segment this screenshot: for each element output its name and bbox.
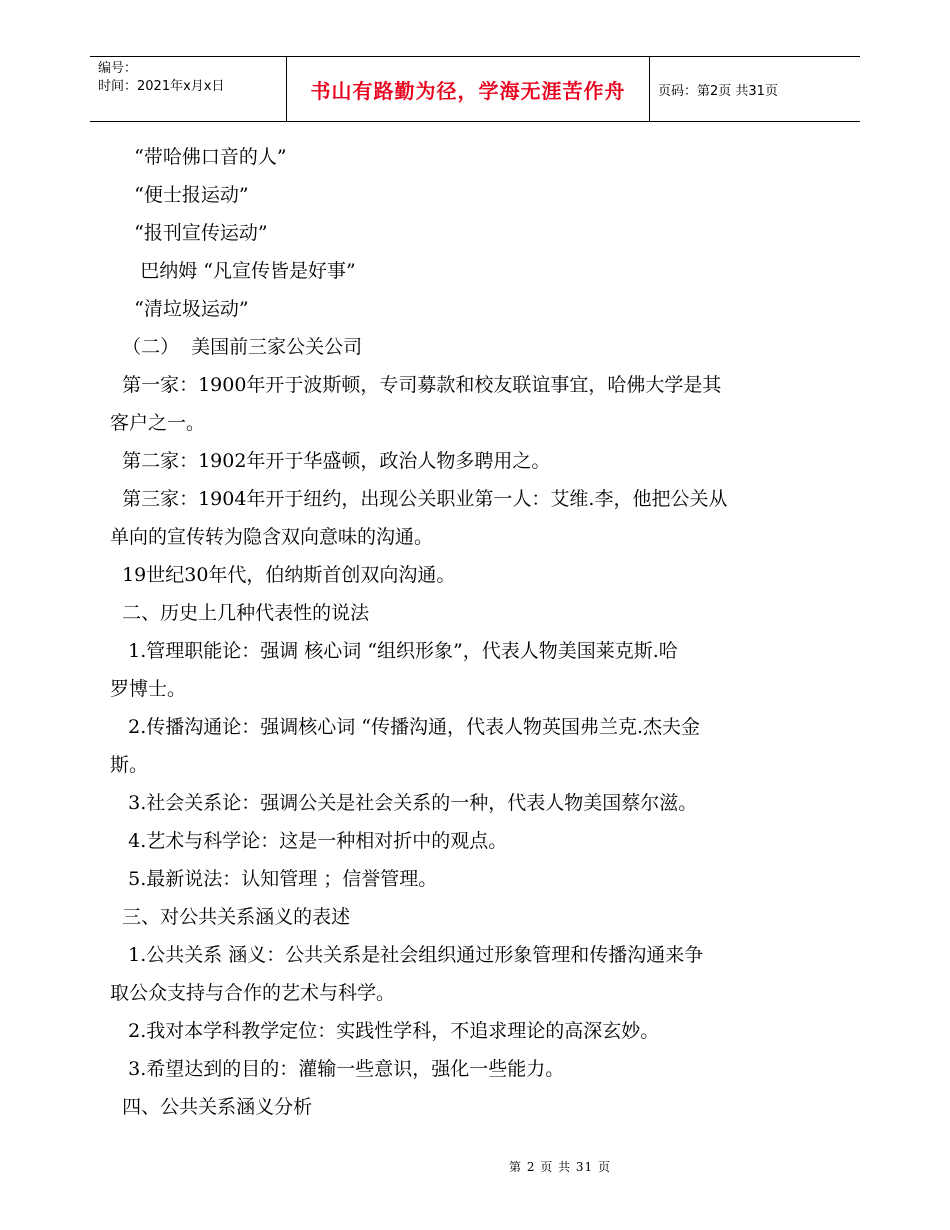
text-line: 5.最新说法：认知管理 ；信誉管理。 [110, 868, 438, 890]
text-line: 3.希望达到的目的：灌输一些意识，强化一些能力。 [110, 1058, 565, 1080]
text-line: 2.传播沟通论：强调核心词 “传播沟通，代表人物英国弗兰克.杰夫金 [110, 716, 701, 738]
text-line: 第一家：1900年开于波斯顿，专司募款和校友联谊事宜，哈佛大学是其 [110, 374, 722, 396]
text-line: 巴纳姆 “凡宣传皆是好事” [110, 260, 356, 282]
text-line: “带哈佛口音的人” [110, 146, 287, 168]
text-line: “便士报运动” [110, 184, 249, 206]
text-line: （二） 美国前三家公关公司 [110, 336, 363, 358]
text-line: 第二家：1902年开于华盛顿，政治人物多聘用之。 [110, 450, 551, 472]
text-line: 取公众支持与合作的艺术与科学。 [110, 982, 396, 1004]
text-line: 19世纪30年代，伯纳斯首创双向沟通。 [110, 564, 456, 586]
doc-number-label: 编号： [98, 61, 138, 76]
text-line: 单向的宣传转为隐含双向意味的沟通。 [110, 526, 434, 548]
text-line: 二、历史上几种代表性的说法 [110, 602, 370, 624]
doc-time-label: 时间：2021年x月x日 [98, 79, 225, 94]
text-line: 斯。 [110, 754, 149, 776]
text-line: 三、对公共关系涵义的表述 [110, 906, 351, 928]
text-line: “清垃圾运动” [110, 298, 249, 320]
text-line: 1.管理职能论：强调 核心词 “组织形象”，代表人物美国莱克斯.哈 [110, 640, 678, 662]
text-line: 4.艺术与科学论：这是一种相对折中的观点。 [110, 830, 508, 852]
text-line: 3.社会关系论：强调公关是社会关系的一种，代表人物美国蔡尔滋。 [110, 792, 698, 814]
text-line: 罗博士。 [110, 678, 187, 700]
text-line: 第三家：1904年开于纽约，出现公关职业第一人：艾维.李，他把公关从 [110, 488, 728, 510]
text-line: 四、公共关系涵义分析 [110, 1096, 313, 1118]
text-line: 1.公共关系 涵义：公共关系是社会组织通过形象管理和传播沟通来争 [110, 944, 704, 966]
text-line: “报刊宣传运动” [110, 222, 268, 244]
page-header [90, 56, 860, 122]
page-footer: 第 2 页 共 31 页 [509, 1160, 611, 1174]
header-motto: 书山有路勤为径，学海无涯苦作舟 [286, 57, 650, 121]
header-meta [90, 57, 286, 121]
header-page-info: 页码：第2页 共31页 [658, 83, 778, 99]
text-line: 客户之一。 [110, 412, 206, 434]
text-line: 2.我对本学科教学定位：实践性学科，不追求理论的高深玄妙。 [110, 1020, 660, 1042]
document-body [110, 138, 840, 1126]
